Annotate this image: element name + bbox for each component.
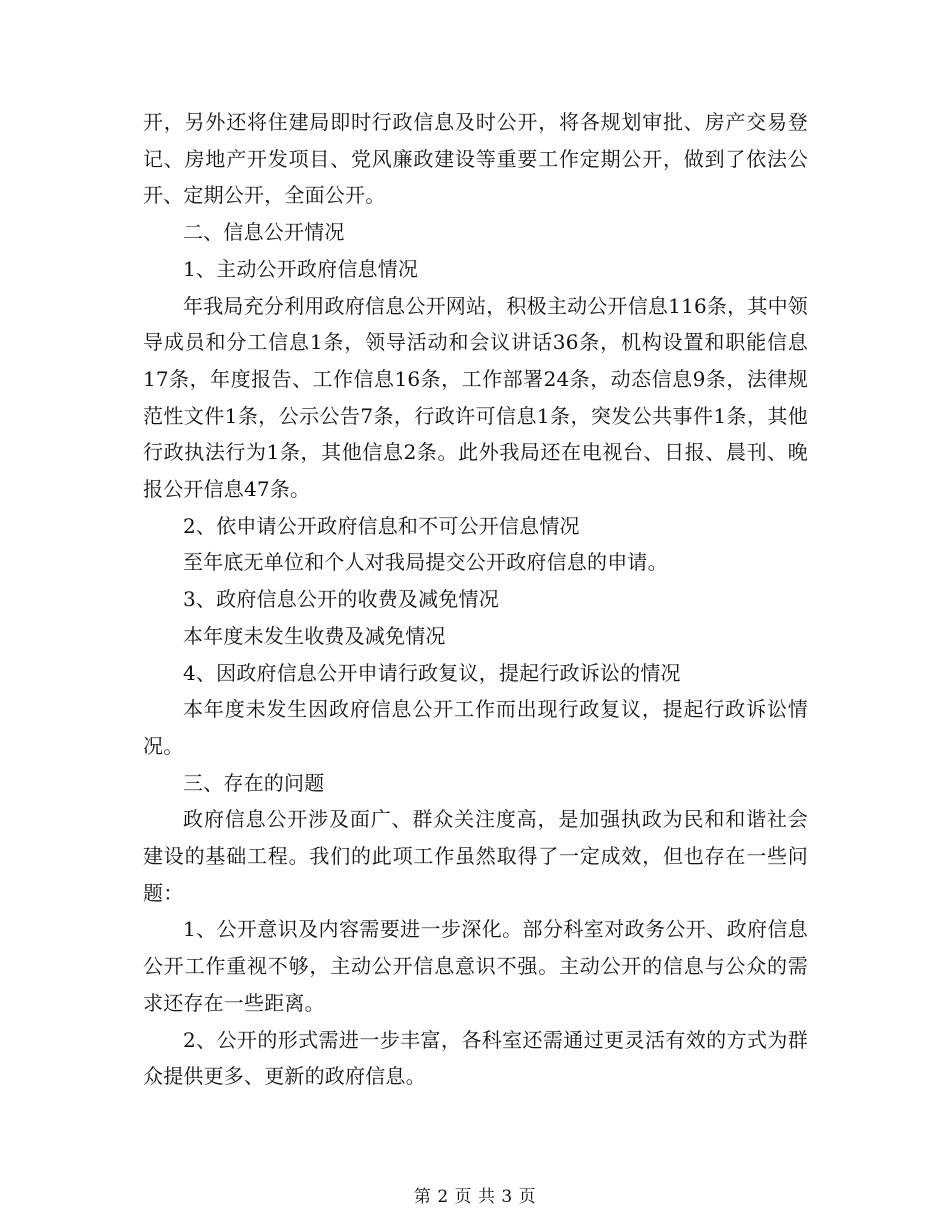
- body-paragraph: 至年底无单位和个人对我局提交公开政府信息的申请。: [183, 550, 668, 575]
- body-paragraph: 本年度未发生因政府信息公开工作而出现行政复议，提起行政诉讼情况。: [143, 697, 808, 758]
- body-paragraph: 2、公开的形式需进一步丰富，各科室还需通过更灵活有效的方式为群众提供更多、更新的政府信息。: [143, 1027, 808, 1089]
- subsection-heading-on-request: 2、依申请公开政府信息和不可公开信息情况: [183, 513, 580, 538]
- subsection-heading-fees: 3、政府信息公开的收费及减免情况: [183, 587, 499, 612]
- document-body: [143, 104, 808, 1095]
- body-paragraph: 开，另外还将住建局即时行政信息及时公开，将各规划审批、房产交易登记、房地产开发项目、党风廉政建设等重要工作定期公开，做到了依法公开、定期公开，全面公开。: [143, 110, 808, 208]
- body-paragraph: 1、公开意识及内容需要进一步深化。部分科室对政务公开、政府信息公开工作重视不够，主动公开信息意识不强。主动公开的信息与公众的需求还存在一些距离。: [143, 917, 808, 1015]
- page-number-footer: 第 2 页 共 3 页: [413, 1187, 537, 1207]
- section-heading-info-disclosure: 二、信息公开情况: [183, 220, 345, 245]
- body-paragraph: 年我局充分利用政府信息公开网站，积极主动公开信息116条，其中领导成员和分工信息1条，领导活动和会议讲话36条，机构设置和职能信息17条，年度报告、工作信息16条，工作部署24条，动态信息9条，法律规范性文件1条，公示公告7条，行政许可信息1条，突发公共事件1条，其他行政执法行为1条，其他信息2条。此外我局还在电视台、日报、晨刊、晚报公开信息47条。: [143, 293, 808, 502]
- section-heading-problems: 三、存在的问题: [183, 770, 325, 795]
- subsection-heading-proactive: 1、主动公开政府信息情况: [183, 256, 419, 281]
- body-paragraph: 本年度未发生收费及减免情况: [183, 623, 446, 648]
- subsection-heading-review-litigation: 4、因政府信息公开申请行政复议，提起行政诉讼的情况: [183, 660, 681, 685]
- body-paragraph: 政府信息公开涉及面广、群众关注度高，是加强执政为民和和谐社会建设的基础工程。我们的此项工作虽然取得了一定成效，但也存在一些问题：: [143, 807, 808, 905]
